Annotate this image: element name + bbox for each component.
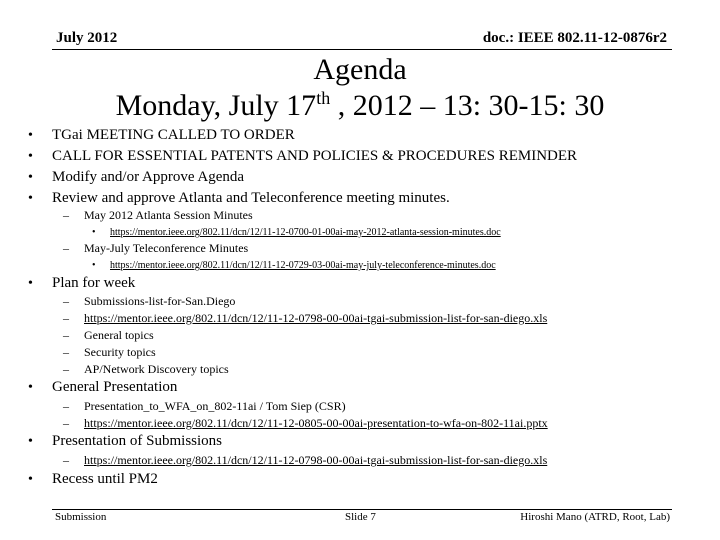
agenda-item-5-sub-3: General topics (84, 328, 154, 342)
agenda-item-5-sub-5: AP/Network Discovery topics (84, 362, 229, 376)
header-rule (52, 49, 672, 50)
dash-icon: – (63, 328, 69, 342)
header-doc-id: doc.: IEEE 802.11-12-0876r2 (482, 30, 667, 46)
agenda-item-6-sub-1: Presentation_to_WFA_on_802-11ai / Tom Siep (CSR) (84, 399, 346, 413)
agenda-item-8: Recess until PM2 (52, 471, 158, 487)
bullet-icon: • (28, 472, 33, 487)
dash-icon: – (63, 208, 69, 222)
dash-icon: – (63, 453, 69, 467)
bullet-icon: • (28, 276, 33, 291)
dash-icon: – (63, 399, 69, 413)
page-subtitle (0, 88, 720, 123)
agenda-item-5-sub-1: Submissions-list-for-San.Diego (84, 294, 236, 308)
agenda-item-1: TGai MEETING CALLED TO ORDER (52, 127, 295, 143)
dash-icon: – (63, 294, 69, 308)
agenda-item-2: CALL FOR ESSENTIAL PATENTS AND POLICIES & PROCEDURES REMINDER (52, 148, 578, 164)
page-title: Agenda (313, 53, 407, 86)
bullet-icon: • (28, 149, 33, 164)
small-bullet-icon: • (92, 227, 96, 238)
submission-list-link[interactable]: https://mentor.ieee.org/802.11/dcn/12/11-12-0798-00-00ai-tgai-submission-list-for-san-diego.xls (84, 311, 548, 325)
header-date: July 2012 (56, 30, 118, 46)
footer-rule (52, 509, 672, 510)
subtitle-date: Monday, July 17 (115, 89, 317, 122)
minutes-teleconference-link[interactable]: https://mentor.ieee.org/802.11/dcn/12/11-12-0729-03-00ai-may-july-teleconference-minutes.doc (110, 260, 496, 271)
bullet-icon: • (28, 191, 33, 206)
footer-author: Hiroshi Mano (ATRD, Root, Lab) (520, 511, 670, 523)
agenda-item-7: Presentation of Submissions (52, 433, 223, 449)
dash-icon: – (63, 416, 69, 430)
dash-icon: – (63, 362, 69, 376)
slide-number: Slide 7 (345, 511, 376, 523)
small-bullet-icon: • (92, 260, 96, 271)
agenda-item-3: Modify and/or Approve Agenda (52, 169, 245, 185)
bullet-icon: • (28, 380, 33, 395)
agenda-item-4: Review and approve Atlanta and Teleconference meeting minutes. (52, 190, 450, 206)
presentation-link[interactable]: https://mentor.ieee.org/802.11/dcn/12/11-12-0805-00-00ai-presentation-to-wfa-on-802-11ai.pptx (84, 416, 548, 430)
agenda-item-5: Plan for week (52, 275, 136, 291)
bullet-icon: • (28, 128, 33, 143)
bullet-icon: • (28, 434, 33, 449)
dash-icon: – (63, 345, 69, 359)
subtitle-superscript: th (316, 88, 331, 108)
agenda-item-6: General Presentation (52, 379, 178, 395)
submissions-link[interactable]: https://mentor.ieee.org/802.11/dcn/12/11-12-0798-00-00ai-tgai-submission-list-for-san-diego.xls (84, 453, 548, 467)
minutes-may-link[interactable]: https://mentor.ieee.org/802.11/dcn/12/11-12-0700-01-00ai-may-2012-atlanta-session-minutes.doc (110, 227, 501, 238)
agenda-item-4-sub-2: May-July Teleconference Minutes (84, 241, 249, 255)
bullet-icon: • (28, 170, 33, 185)
agenda-item-5-sub-4: Security topics (84, 345, 156, 359)
dash-icon: – (63, 311, 69, 325)
agenda-item-4-sub-1: May 2012 Atlanta Session Minutes (84, 208, 253, 222)
dash-icon: – (63, 241, 69, 255)
subtitle-time: , 2012 – 13: 30-15: 30 (330, 89, 605, 122)
footer-submission: Submission (55, 511, 107, 523)
